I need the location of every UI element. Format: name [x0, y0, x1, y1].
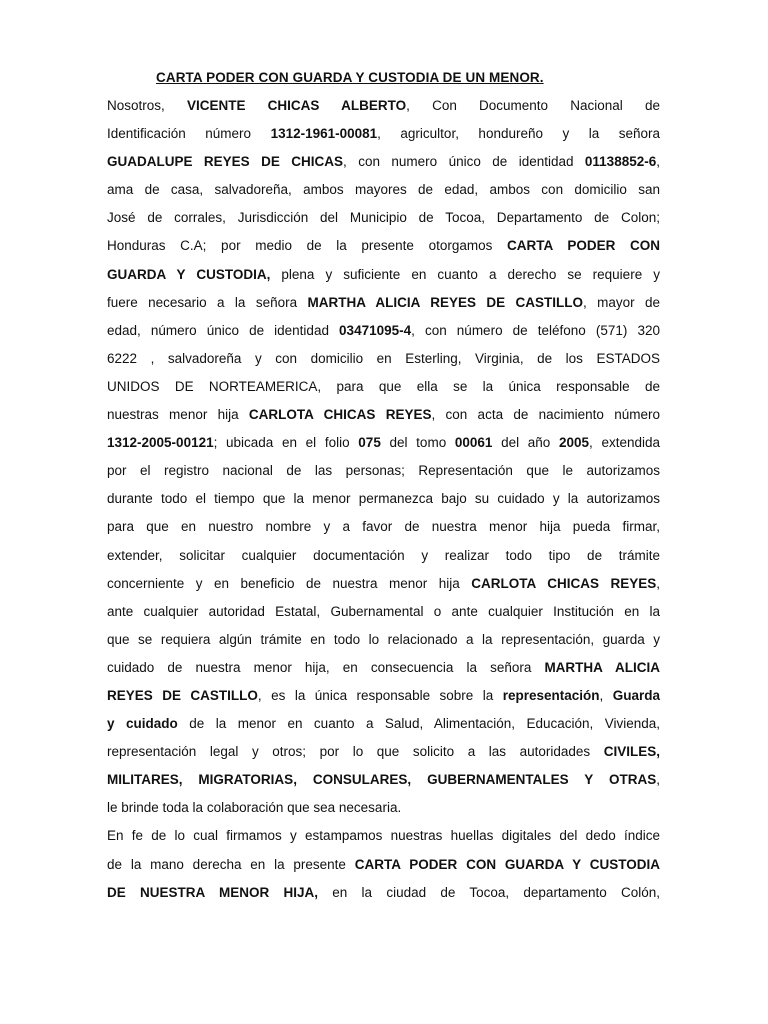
text-run: Honduras C.A; por medio de la presente otorgamos	[107, 238, 507, 254]
text-run: representación legal y otros; por lo que solicito a las autoridades	[107, 744, 604, 760]
bold-text: CARLOTA CHICAS REYES	[471, 575, 657, 591]
text-line	[107, 654, 660, 682]
bold-text: CARLOTA CHICAS REYES	[248, 407, 432, 423]
text-run: ,	[656, 772, 660, 788]
text-run: , es la única responsable sobre la	[257, 687, 503, 703]
text-run: de la mano derecha en la presente	[107, 856, 355, 872]
bold-text: representación	[502, 687, 600, 703]
text-line	[107, 92, 660, 120]
bold-text: MILITARES, MIGRATORIAS, CONSULARES, GUBERNAMENTALES Y OTRAS	[107, 772, 657, 788]
text-line	[107, 373, 660, 401]
text-run: , mayor de	[582, 294, 661, 310]
text-run: nuestras menor hija	[107, 407, 249, 423]
text-run: cuidado de nuestra menor hija, en consecuencia la señora	[107, 659, 545, 675]
text-run: ; ubicada en el folio	[213, 435, 359, 451]
text-line	[107, 570, 660, 598]
bold-text: CARTA PODER CON	[506, 238, 660, 254]
text-line	[107, 429, 660, 457]
text-line	[107, 766, 660, 794]
text-line	[107, 232, 660, 260]
paragraph	[107, 92, 660, 822]
bold-text: 1312-1961-00081	[270, 126, 378, 142]
text-run: fuere necesario a la señora	[107, 294, 308, 310]
bold-text: 2005	[558, 435, 590, 451]
text-line	[107, 148, 660, 176]
text-line	[107, 851, 660, 879]
text-line	[107, 261, 660, 289]
bold-text: 03471095-4	[339, 322, 412, 338]
text-line	[107, 485, 660, 513]
text-run: ,	[656, 575, 660, 591]
paragraph	[107, 822, 660, 906]
text-run: , con numero único de identidad	[343, 154, 585, 170]
text-run: ante cualquier autoridad Estatal, Gubernamental o ante cualquier Institución en la	[107, 603, 660, 619]
bold-text: MARTHA ALICIA REYES DE CASTILLO	[307, 294, 583, 310]
text-line	[107, 794, 660, 822]
text-run: durante todo el tiempo que la menor permanezca bajo su cuidado y la autorizamos	[107, 491, 660, 507]
text-run: ,	[599, 687, 613, 703]
bold-text: 01138852-6	[584, 154, 657, 170]
text-line	[107, 738, 660, 766]
text-line	[107, 513, 660, 541]
text-line	[107, 598, 660, 626]
text-run: le brinde toda la colaboración que sea necesaria.	[107, 800, 402, 816]
text-line	[107, 120, 660, 148]
text-line	[107, 457, 660, 485]
bold-text: y cuidado	[107, 716, 178, 732]
text-run: plena y suficiente en cuanto a derecho se requiere y	[270, 266, 660, 282]
text-run: En fe de lo cual firmamos y estampamos nuestras huellas digitales del dedo índice	[107, 828, 660, 844]
bold-text: GUADALUPE REYES DE CHICAS	[107, 154, 344, 170]
text-line	[107, 289, 660, 317]
bold-text: GUARDA Y CUSTODIA,	[107, 266, 271, 282]
text-line	[107, 345, 660, 373]
bold-text: CIVILES,	[603, 744, 660, 760]
text-run: en la ciudad de Tocoa, departamento Colón,	[318, 884, 660, 900]
bold-text: CARTA PODER CON GUARDA Y CUSTODIA	[354, 856, 660, 872]
text-line	[107, 317, 660, 345]
text-run: del año	[492, 435, 559, 451]
text-run: del tomo	[380, 435, 455, 451]
text-line	[107, 710, 660, 738]
bold-text: Guarda	[612, 687, 660, 703]
text-line	[107, 176, 660, 204]
text-run: de la menor en cuanto a Salud, Alimentación, Educación, Vivienda,	[177, 716, 661, 732]
text-line	[107, 542, 660, 570]
text-run: , con número de teléfono (571) 320	[411, 322, 660, 338]
text-run: que se requiera algún trámite en todo lo relacionado a la representación, guarda y	[107, 631, 660, 647]
text-run: , extendida	[589, 435, 661, 451]
bold-text: 1312-2005-00121	[107, 435, 214, 451]
document-title: CARTA PODER CON GUARDA Y CUSTODIA DE UN MENOR.	[156, 70, 544, 85]
text-run: edad, número único de identidad	[107, 322, 340, 338]
text-run: José de corrales, Jurisdicción del Municipio de Tocoa, Departamento de Colon;	[107, 210, 660, 226]
text-run: 6222 , salvadoreña y con domicilio en Esterling, Virginia, de los ESTADOS	[107, 350, 660, 366]
text-run: por el registro nacional de las personas; Representación que le autorizamos	[107, 463, 660, 479]
text-run: concerniente y en beneficio de nuestra menor hija	[107, 575, 472, 591]
text-line	[107, 626, 660, 654]
text-line	[107, 879, 660, 907]
bold-text: DE NUESTRA MENOR HIJA,	[107, 884, 319, 900]
document-body	[107, 92, 660, 907]
bold-text: 00061	[454, 435, 493, 451]
text-run: Identificación número	[107, 126, 271, 142]
text-run: UNIDOS DE NORTEAMERICA, para que ella se la única responsable de	[107, 378, 660, 394]
text-run: , agricultor, hondureño y la señora	[377, 126, 660, 142]
bold-text: REYES DE CASTILLO	[107, 687, 258, 703]
bold-text: 075	[358, 435, 381, 451]
text-run: , con acta de nacimiento número	[431, 407, 660, 423]
text-line	[107, 401, 660, 429]
text-run: ,	[656, 154, 660, 170]
text-line	[107, 682, 660, 710]
text-run: extender, solicitar cualquier documentación y realizar todo tipo de trámite	[107, 547, 660, 563]
text-run: ama de casa, salvadoreña, ambos mayores de edad, ambos con domicilio san	[107, 182, 660, 198]
text-line	[107, 204, 660, 232]
bold-text: VICENTE CHICAS ALBERTO	[186, 98, 407, 113]
text-run: , Con Documento Nacional de	[406, 98, 660, 113]
text-run: Nosotros,	[107, 98, 187, 113]
bold-text: MARTHA ALICIA	[544, 659, 660, 675]
text-line	[107, 822, 660, 850]
text-run: para que en nuestro nombre y a favor de nuestra menor hija pueda firmar,	[107, 519, 660, 535]
